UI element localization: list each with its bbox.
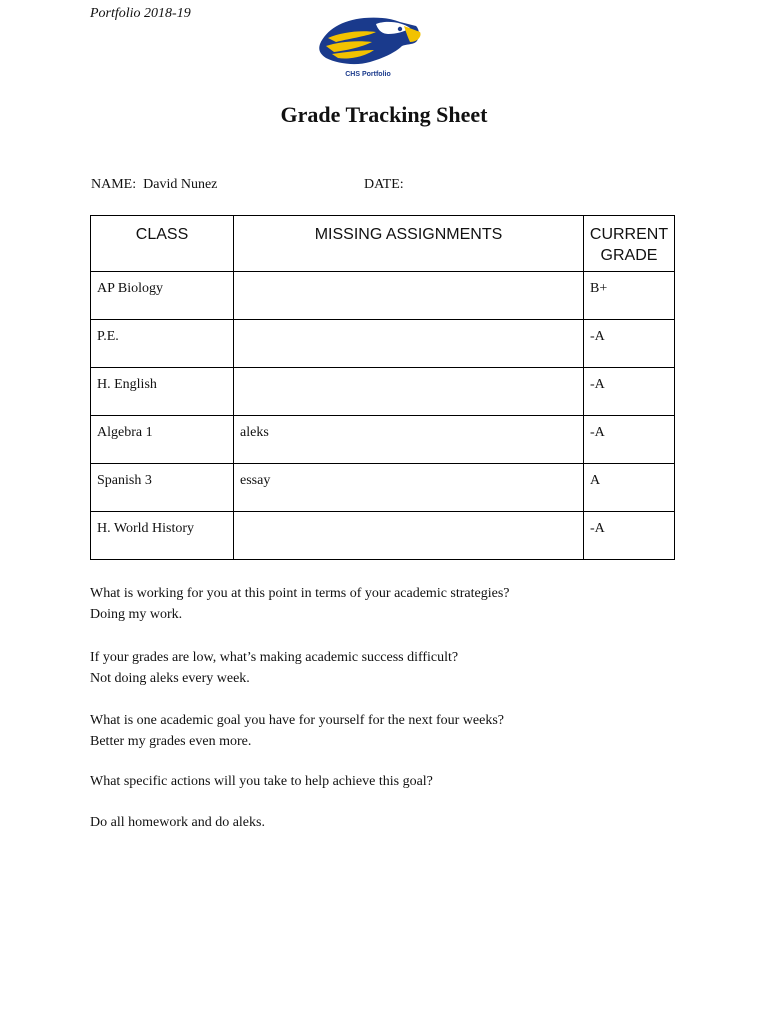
missing-cell: [234, 272, 584, 320]
grade-cell: B+: [584, 272, 675, 320]
question-text: What specific actions will you take to help achieve this goal?: [90, 774, 433, 789]
answer-text: Doing my work.: [90, 607, 183, 622]
question-block-4: [90, 771, 433, 792]
class-cell: H. English: [91, 368, 234, 416]
table-row: [91, 368, 675, 416]
answer-block-4: [90, 812, 265, 833]
table-row: [91, 464, 675, 512]
class-cell: AP Biology: [91, 272, 234, 320]
question-block-1: [90, 583, 510, 625]
grade-cell: -A: [584, 368, 675, 416]
missing-cell: aleks: [234, 416, 584, 464]
page-title: Grade Tracking Sheet: [280, 102, 488, 127]
header-grade-line2: GRADE: [600, 247, 658, 264]
table-row: [91, 416, 675, 464]
table-row: [91, 272, 675, 320]
date-line: [364, 177, 404, 193]
missing-cell: [234, 368, 584, 416]
portfolio-year-note: Portfolio 2018-19: [90, 6, 191, 21]
class-cell: P.E.: [91, 320, 234, 368]
answer-text: Do all homework and do aleks.: [90, 815, 265, 830]
header-current-grade: [584, 216, 675, 272]
header-missing-assignments: MISSING ASSIGNMENTS: [234, 216, 584, 272]
class-cell: Algebra 1: [91, 416, 234, 464]
question-text: If your grades are low, what’s making academic success difficult?: [90, 650, 459, 665]
question-block-3: [90, 710, 504, 752]
missing-cell: [234, 320, 584, 368]
question-block-2: [90, 647, 458, 689]
question-text: What is one academic goal you have for yourself for the next four weeks?: [90, 713, 505, 728]
grade-cell: A: [584, 464, 675, 512]
grade-cell: -A: [584, 416, 675, 464]
grade-cell: -A: [584, 320, 675, 368]
class-cell: Spanish 3: [91, 464, 234, 512]
question-text: What is working for you at this point in terms of your academic strategies?: [90, 586, 510, 601]
name-value: David Nunez: [143, 177, 218, 192]
class-cell: H. World History: [91, 512, 234, 560]
header-class: CLASS: [91, 216, 234, 272]
table-header-row: [91, 216, 675, 272]
grade-cell: -A: [584, 512, 675, 560]
missing-cell: essay: [234, 464, 584, 512]
answer-text: Not doing aleks every week.: [90, 671, 250, 686]
logo-caption: CHS Portfolio: [345, 71, 391, 78]
eagle-logo-icon: [312, 12, 424, 80]
grade-table: [90, 215, 675, 560]
header-grade-line1: CURRENT: [589, 226, 669, 243]
missing-cell: [234, 512, 584, 560]
table-row: [91, 512, 675, 560]
date-label: DATE:: [364, 177, 404, 192]
student-name-line: [91, 177, 217, 193]
table-row: [91, 320, 675, 368]
name-label: NAME:: [91, 177, 137, 192]
answer-text: Better my grades even more.: [90, 734, 252, 749]
